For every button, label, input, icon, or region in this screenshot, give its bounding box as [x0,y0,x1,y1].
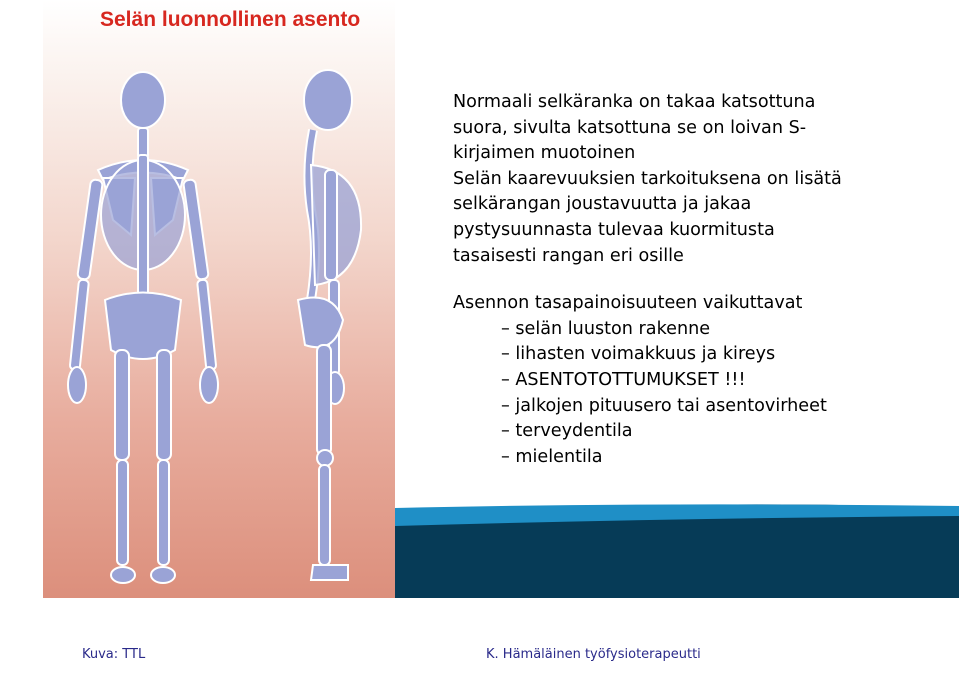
intro-line: pystysuunnasta tulevaa kuormitusta [453,219,775,240]
factor-item: – lihasten voimakkuus ja kireys [501,344,776,365]
factors-heading: Asennon tasapainoisuuteen vaikuttavat [453,293,803,314]
main-text [453,90,953,470]
skeleton-illustration [43,0,395,598]
footer-band [0,598,959,679]
intro-line: Normaali selkäranka on takaa katsottuna [453,92,816,112]
intro-line: suora, sivulta katsottuna se on loivan S- [453,117,807,138]
intro-line: selkärangan joustavuutta ja jakaa [453,194,752,215]
image-credit: Kuva: TTL [82,647,146,662]
author-credit: K. Hämäläinen työfysioterapeutti [486,647,701,662]
decorative-wave [395,478,959,608]
factor-item: – selän luuston rakenne [501,318,711,339]
factor-item: – ASENTOTOTTUMUKSET !!! [501,369,746,390]
intro-line: tasaisesti rangan eri osille [453,245,684,266]
factor-item: – mielentila [501,446,603,467]
factor-item: – terveydentila [501,421,633,442]
illustration-title: Selän luonnollinen asento [100,8,361,31]
factor-item: – jalkojen pituusero tai asentovirheet [501,395,827,416]
intro-line: kirjaimen muotoinen [453,143,636,164]
intro-line: Selän kaarevuuksien tarkoituksena on lisätä [453,168,842,189]
skeleton-drawing [43,0,395,598]
